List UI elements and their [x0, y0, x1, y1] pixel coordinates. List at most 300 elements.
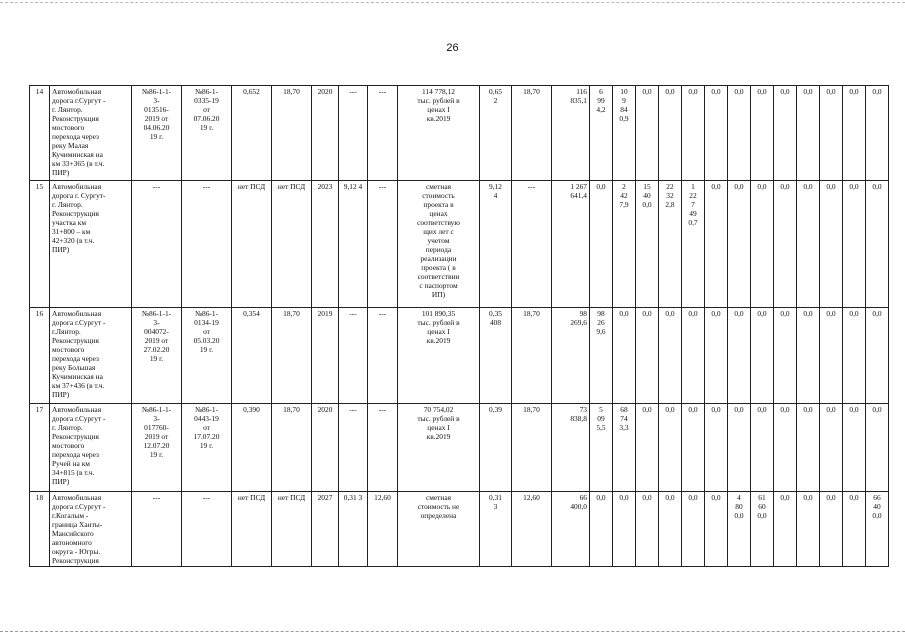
- cell-line: 32: [666, 191, 674, 200]
- table-row: [30, 404, 889, 492]
- cell-line: дорога г.Сургут -: [52, 96, 106, 105]
- year-value-cell: [659, 181, 682, 308]
- state-expertise-cell: [182, 86, 232, 181]
- cell-line: 269,6: [570, 318, 587, 327]
- state-expertise-cell: [182, 492, 232, 567]
- cell-line: 0,0: [734, 182, 744, 191]
- total-cost-cell: [552, 404, 590, 492]
- cell-line: 400,0: [570, 502, 587, 511]
- cell-line: 7,9: [619, 200, 629, 209]
- length-cell: 18,70: [272, 404, 312, 492]
- cell-line: мостового: [52, 441, 85, 450]
- cell-line: 0,0: [642, 309, 652, 318]
- estimated-cost-cell: [398, 404, 480, 492]
- cell-line: г.Лянтор.: [52, 327, 81, 336]
- cell-line: щих лет с: [423, 227, 454, 236]
- cell-line: 0,0: [757, 405, 767, 414]
- cell-line: соответствую: [417, 218, 460, 227]
- cell-line: 2019 от: [144, 432, 169, 441]
- cell-line: 42: [620, 191, 628, 200]
- year-cell: 2027: [312, 492, 339, 567]
- cell-line: 19 г.: [149, 450, 164, 459]
- year-value-cell: [682, 492, 705, 567]
- year-value-cell: [820, 492, 843, 567]
- year-value-cell: [590, 492, 613, 567]
- scan-bottom-edge: [0, 631, 905, 632]
- cell-line: 0,9: [619, 114, 629, 123]
- capacity-extra-cell: 12,60: [368, 492, 398, 567]
- cell-line: реку Малая: [52, 141, 89, 150]
- year-value-cell: [705, 181, 728, 308]
- year-value-cell: [797, 181, 820, 308]
- cell-line: 0,0: [665, 405, 675, 414]
- cell-line: стоимость: [422, 191, 455, 200]
- cell-line: №86-1-: [194, 309, 219, 318]
- cell-line: 19 г.: [149, 354, 164, 363]
- cell-line: 0,0: [780, 87, 790, 96]
- cell-line: тыс. рублей в: [417, 96, 460, 105]
- cell-line: автономного: [52, 538, 92, 547]
- cell-line: Автомобильная: [52, 182, 102, 191]
- cell-line: км 37+436 (в т.ч.: [52, 381, 105, 390]
- cell-line: 116: [576, 87, 587, 96]
- cell-line: 0,0: [849, 182, 859, 191]
- year-value-cell: [590, 86, 613, 181]
- cell-line: 84: [620, 105, 628, 114]
- estimated-cost-cell: [398, 308, 480, 404]
- cell-line: 10: [620, 87, 628, 96]
- cell-line: 0,0: [665, 309, 675, 318]
- cell-line: 31+800 – км: [52, 227, 91, 236]
- cell-line: 0,0: [596, 493, 606, 502]
- year-value-cell: [590, 308, 613, 404]
- cell-line: 0335-19: [194, 96, 219, 105]
- cell-line: 0,0: [872, 511, 882, 520]
- year-value-cell: [797, 86, 820, 181]
- cell-line: 1: [691, 182, 695, 191]
- cell-line: 838,8: [570, 414, 587, 423]
- year-value-cell: [843, 492, 866, 567]
- cell-line: 0,39: [489, 405, 502, 414]
- cell-line: 0,0: [688, 87, 698, 96]
- year-value-cell: [682, 308, 705, 404]
- cell-line: 0,0: [849, 405, 859, 414]
- year-value-cell: [774, 86, 797, 181]
- km-extra-cell: 18,70: [512, 86, 552, 181]
- cell-line: ценах I: [427, 105, 450, 114]
- cell-line: учетом: [427, 236, 450, 245]
- cell-line: 09: [597, 414, 605, 423]
- year-value-cell: [636, 404, 659, 492]
- cell-line: 0,0: [711, 493, 721, 502]
- expertise-conclusion-cell: [132, 181, 182, 308]
- length-cell: 18,70: [272, 86, 312, 181]
- cell-line: ПИР): [52, 168, 70, 177]
- cell-line: ценах I: [427, 423, 450, 432]
- km-extra-cell: 18,70: [512, 404, 552, 492]
- cell-line: 3-: [153, 318, 160, 327]
- length-cell: 18,70: [272, 308, 312, 404]
- capacity-value-cell: 9,12 4: [339, 181, 368, 308]
- year-cell: 2023: [312, 181, 339, 308]
- cell-line: 19 г.: [149, 132, 164, 141]
- cell-line: ---: [202, 493, 211, 502]
- cell-line: 0,0: [872, 87, 882, 96]
- capacity-extra-cell: ---: [368, 404, 398, 492]
- year-value-cell: [866, 86, 889, 181]
- cell-line: 114 778,12: [422, 87, 455, 96]
- year-value-cell: [613, 181, 636, 308]
- table-row: [30, 308, 889, 404]
- row-number-cell: 17: [30, 404, 50, 492]
- cell-line: 5: [599, 405, 603, 414]
- cell-line: 0,0: [780, 309, 790, 318]
- cell-line: 19 г.: [199, 441, 214, 450]
- year-value-cell: [774, 181, 797, 308]
- cell-line: 19 г.: [199, 345, 214, 354]
- year-value-cell: [843, 308, 866, 404]
- total-cost-cell: [552, 492, 590, 567]
- year-value-cell: [613, 404, 636, 492]
- cell-line: сметная: [425, 493, 452, 502]
- cell-line: 0,31: [489, 493, 502, 502]
- cell-line: Автомобильная: [52, 405, 102, 414]
- cell-line: 0,0: [688, 309, 698, 318]
- expertise-conclusion-cell: [132, 86, 182, 181]
- cell-line: ПИР): [52, 390, 70, 399]
- cell-line: 0,0: [826, 309, 836, 318]
- cell-line: 5,5: [596, 423, 606, 432]
- row-number-cell: 15: [30, 181, 50, 308]
- cell-line: №86-1-: [194, 405, 219, 414]
- year-value-cell: [682, 404, 705, 492]
- cell-line: 98: [579, 309, 587, 318]
- km-extra-cell: 18,70: [512, 308, 552, 404]
- cell-line: 0,0: [711, 309, 721, 318]
- capacity-value-cell: ---: [339, 308, 368, 404]
- cell-line: Реконструкция: [52, 432, 99, 441]
- estimated-cost-cell: [398, 181, 480, 308]
- cell-line: 0,0: [665, 493, 675, 502]
- cell-line: перехода через: [52, 354, 99, 363]
- year-value-cell: [843, 86, 866, 181]
- cell-line: 22: [689, 191, 697, 200]
- cell-line: ---: [202, 182, 211, 191]
- state-expertise-cell: [182, 404, 232, 492]
- year-value-cell: [820, 181, 843, 308]
- cell-line: 3-: [153, 96, 160, 105]
- cell-line: 0,0: [803, 87, 813, 96]
- table-row: [30, 86, 889, 181]
- year-value-cell: [636, 181, 659, 308]
- cell-line: ПИР): [52, 245, 70, 254]
- capacity-extra-cell: ---: [368, 181, 398, 308]
- year-value-cell: [636, 308, 659, 404]
- capacity-cell: нет ПСД: [232, 492, 272, 567]
- year-value-cell: [774, 492, 797, 567]
- capacity-value-cell: ---: [339, 86, 368, 181]
- cell-line: 0,0: [826, 87, 836, 96]
- cell-line: №86-1-1-: [141, 309, 172, 318]
- cell-line: от: [203, 423, 210, 432]
- year-value-cell: [751, 404, 774, 492]
- cell-line: Кучиминская на: [52, 150, 103, 159]
- cell-line: 0,0: [872, 405, 882, 414]
- state-expertise-cell: [182, 181, 232, 308]
- cell-line: 101 890,35: [421, 309, 456, 318]
- total-cost-cell: [552, 308, 590, 404]
- year-value-cell: [659, 492, 682, 567]
- cell-line: 9: [622, 96, 626, 105]
- cell-line: перехода через: [52, 450, 99, 459]
- cell-line: от: [203, 105, 210, 114]
- km-extra-cell: ---: [512, 181, 552, 308]
- km-cell: [480, 492, 512, 567]
- year-value-cell: [751, 181, 774, 308]
- cell-line: 70 754,02: [423, 405, 454, 414]
- cell-line: 0,0: [711, 182, 721, 191]
- cell-line: периода: [425, 245, 452, 254]
- year-value-cell: [820, 86, 843, 181]
- cell-line: 0,0: [803, 405, 813, 414]
- year-value-cell: [728, 86, 751, 181]
- cell-line: 0,0: [849, 493, 859, 502]
- cell-line: перехода через: [52, 132, 99, 141]
- state-expertise-cell: [182, 308, 232, 404]
- cell-line: 17.07.20: [193, 432, 220, 441]
- cell-line: с паспортом: [419, 281, 458, 290]
- cell-line: граница Ханты-: [52, 520, 103, 529]
- year-value-cell: [636, 492, 659, 567]
- cell-line: 04.06.20: [143, 123, 170, 132]
- cell-line: 49: [689, 209, 697, 218]
- cell-line: 66: [579, 493, 587, 502]
- cell-line: 0,0: [780, 405, 790, 414]
- cell-line: стоимость не: [417, 502, 460, 511]
- year-value-cell: [728, 492, 751, 567]
- cell-line: Кучиминская на: [52, 372, 103, 381]
- year-cell: 2020: [312, 86, 339, 181]
- cell-line: тыс. рублей в: [417, 414, 460, 423]
- cell-line: 4: [493, 191, 498, 200]
- page-number: 26: [446, 42, 459, 54]
- year-value-cell: [705, 404, 728, 492]
- year-value-cell: [843, 181, 866, 308]
- cell-line: 0,0: [688, 405, 698, 414]
- capacity-value-cell: 0,31 3: [339, 492, 368, 567]
- cell-line: 2019 от: [144, 114, 169, 123]
- cell-line: 68: [620, 405, 628, 414]
- cell-line: 34+815 (в т.ч.: [52, 468, 95, 477]
- cell-line: 6: [599, 87, 603, 96]
- cell-line: 017760-: [144, 423, 169, 432]
- cell-line: Реконструкция: [52, 209, 99, 218]
- cell-line: от: [203, 327, 210, 336]
- cell-line: 74: [620, 414, 628, 423]
- year-value-cell: [820, 404, 843, 492]
- object-name-cell: [50, 86, 132, 181]
- cell-line: 73: [579, 405, 587, 414]
- estimated-cost-cell: [398, 86, 480, 181]
- year-value-cell: [751, 86, 774, 181]
- year-value-cell: [866, 181, 889, 308]
- cell-line: сметная: [425, 182, 452, 191]
- cell-line: 0,0: [872, 309, 882, 318]
- cell-line: 60: [758, 502, 766, 511]
- cell-line: 05.03.20: [193, 336, 220, 345]
- year-value-cell: [705, 86, 728, 181]
- expertise-conclusion-cell: [132, 492, 182, 567]
- cell-line: ---: [152, 182, 161, 191]
- year-value-cell: [774, 308, 797, 404]
- cell-line: 0,0: [642, 493, 652, 502]
- row-number-cell: 18: [30, 492, 50, 567]
- year-value-cell: [866, 492, 889, 567]
- cell-line: 9,12: [489, 182, 502, 191]
- cell-line: 0,0: [596, 182, 606, 191]
- cell-line: мостового: [52, 345, 85, 354]
- cell-line: 0,0: [619, 309, 629, 318]
- expertise-conclusion-cell: [132, 404, 182, 492]
- year-value-cell: [682, 181, 705, 308]
- year-value-cell: [613, 308, 636, 404]
- year-value-cell: [705, 492, 728, 567]
- cell-line: 22: [666, 182, 674, 191]
- capacity-cell: 0,390: [232, 404, 272, 492]
- table-row: [30, 492, 889, 567]
- cell-line: проекта ( в: [421, 263, 456, 272]
- cell-line: г. Лянтор.: [52, 105, 83, 114]
- cell-line: №86-1-1-: [141, 87, 172, 96]
- cell-line: г. Лянтор.: [52, 200, 83, 209]
- cell-line: 1 267: [570, 182, 587, 191]
- cell-line: ПИР): [52, 477, 70, 486]
- cell-line: дорога г.Сургут -: [52, 318, 106, 327]
- cell-line: 07.06.20: [193, 114, 220, 123]
- cell-line: 013516-: [144, 105, 169, 114]
- projects-table: [29, 85, 889, 567]
- cell-line: 0,0: [757, 309, 767, 318]
- km-cell: [480, 308, 512, 404]
- cell-line: 66: [873, 493, 881, 502]
- cell-line: 0,0: [757, 511, 767, 520]
- cell-line: округа - Югры.: [52, 547, 101, 556]
- capacity-cell: 0,354: [232, 308, 272, 404]
- capacity-extra-cell: ---: [368, 308, 398, 404]
- year-value-cell: [728, 181, 751, 308]
- year-value-cell: [682, 86, 705, 181]
- cell-line: 835,1: [570, 96, 587, 105]
- cell-line: 0,0: [711, 405, 721, 414]
- cell-line: 98: [597, 309, 605, 318]
- year-cell: 2019: [312, 308, 339, 404]
- cell-line: 19 г.: [199, 123, 214, 132]
- scan-top-edge: [0, 2, 905, 3]
- cell-line: участка км: [52, 218, 87, 227]
- cell-line: 0,0: [872, 182, 882, 191]
- object-name-cell: [50, 492, 132, 567]
- capacity-cell: 0,652: [232, 86, 272, 181]
- object-name-cell: [50, 308, 132, 404]
- cell-line: 40: [873, 502, 881, 511]
- cell-line: 4,2: [596, 105, 606, 114]
- year-value-cell: [797, 492, 820, 567]
- cell-line: тыс. рублей в: [417, 318, 460, 327]
- year-value-cell: [590, 404, 613, 492]
- cell-line: 3-: [153, 414, 160, 423]
- cell-line: Реконструкция: [52, 556, 99, 565]
- total-cost-cell: [552, 181, 590, 308]
- year-value-cell: [659, 86, 682, 181]
- year-value-cell: [751, 308, 774, 404]
- year-value-cell: [797, 308, 820, 404]
- km-cell: [480, 86, 512, 181]
- cell-line: 2,8: [665, 200, 675, 209]
- year-value-cell: [590, 181, 613, 308]
- cell-line: 15: [643, 182, 651, 191]
- cell-line: мостового: [52, 123, 85, 132]
- cell-line: ценах I: [427, 327, 450, 336]
- cell-line: проекта в: [423, 200, 454, 209]
- cell-line: 0,0: [803, 493, 813, 502]
- year-value-cell: [636, 86, 659, 181]
- km-cell: [480, 181, 512, 308]
- cell-line: ценах: [429, 209, 448, 218]
- year-cell: 2020: [312, 404, 339, 492]
- cell-line: №86-1-1-: [141, 405, 172, 414]
- year-value-cell: [613, 86, 636, 181]
- year-value-cell: [705, 308, 728, 404]
- cell-line: 9,6: [596, 327, 606, 336]
- cell-line: 0,0: [780, 182, 790, 191]
- cell-line: Ручей на км: [52, 459, 90, 468]
- cell-line: 0,0: [734, 511, 744, 520]
- year-value-cell: [613, 492, 636, 567]
- cell-line: 3,3: [619, 423, 629, 432]
- cell-line: дорога г.Сургут -: [52, 502, 106, 511]
- cell-line: 0,65: [489, 87, 502, 96]
- year-value-cell: [866, 404, 889, 492]
- cell-line: 4: [737, 493, 741, 502]
- cell-line: 0,0: [734, 405, 744, 414]
- cell-line: 0,0: [642, 405, 652, 414]
- cell-line: кв.2019: [426, 432, 451, 441]
- cell-line: г.Когалым -: [52, 511, 89, 520]
- cell-line: Реконструкция: [52, 336, 99, 345]
- cell-line: Автомобильная: [52, 493, 102, 502]
- cell-line: 12.07.20: [143, 441, 170, 450]
- cell-line: 0,0: [757, 182, 767, 191]
- cell-line: реку Большая: [52, 363, 96, 372]
- cell-line: Мансийского: [52, 529, 94, 538]
- cell-line: 42+320 (в т.ч.: [52, 236, 95, 245]
- cell-line: 0,0: [734, 309, 744, 318]
- cell-line: 0,0: [780, 493, 790, 502]
- cell-line: 40: [643, 191, 651, 200]
- capacity-value-cell: ---: [339, 404, 368, 492]
- cell-line: 7: [691, 200, 695, 209]
- year-value-cell: [728, 308, 751, 404]
- cell-line: 61: [758, 493, 766, 502]
- cell-line: ИП): [431, 290, 446, 299]
- estimated-cost-cell: [398, 492, 480, 567]
- object-name-cell: [50, 181, 132, 308]
- cell-line: 0,7: [688, 218, 698, 227]
- length-cell: нет ПСД: [272, 492, 312, 567]
- cell-line: 641,4: [570, 191, 587, 200]
- km-cell: [480, 404, 512, 492]
- cell-line: соответствии: [417, 272, 460, 281]
